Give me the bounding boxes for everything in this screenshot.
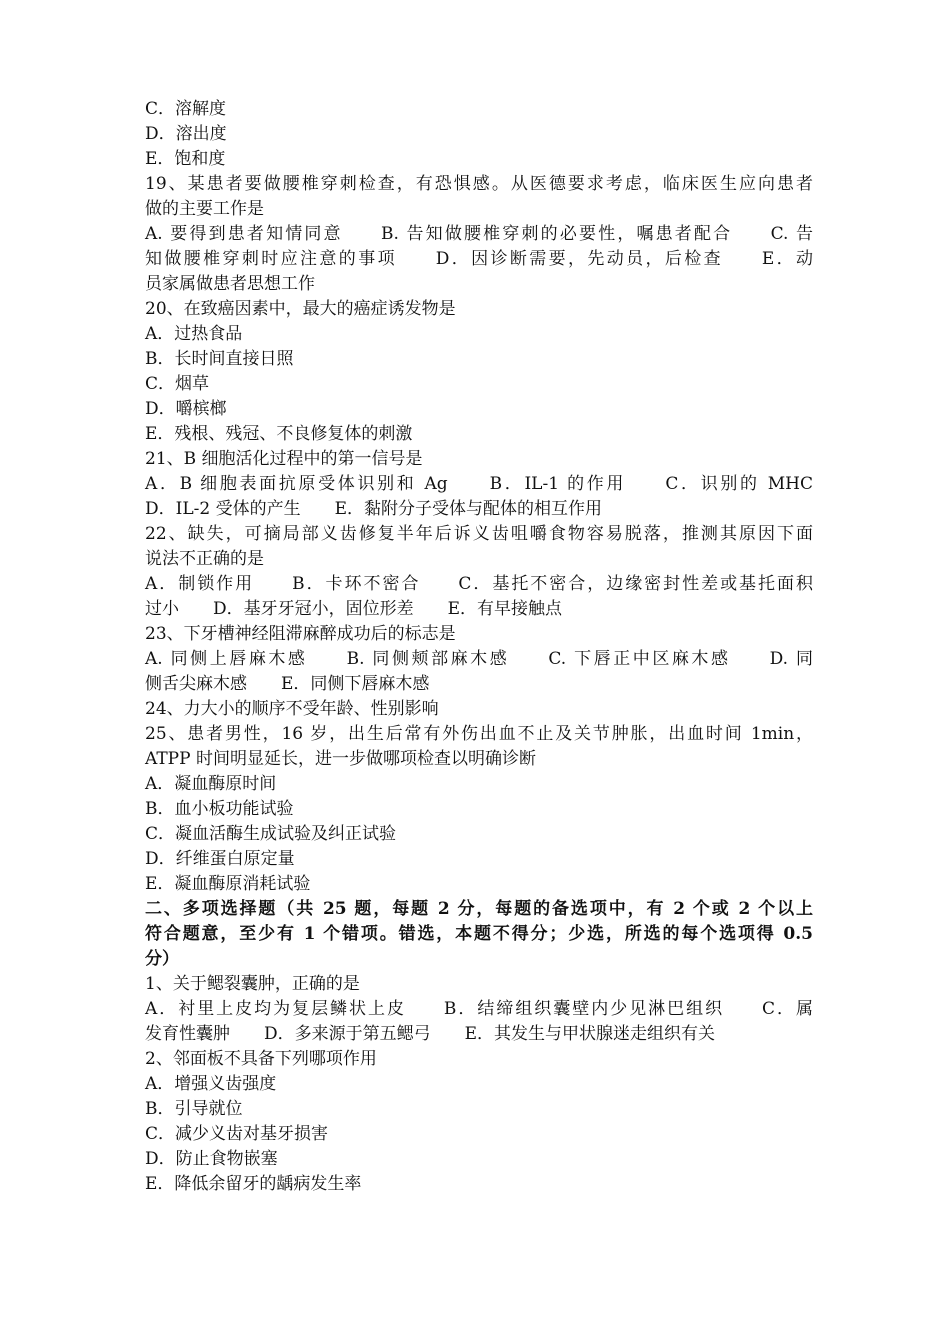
text-line: 19、某患者要做腰椎穿刺检查，有恐惧感。从医德要求考虑，临床医生应向患者 bbox=[145, 174, 813, 194]
text-line: 做的主要工作是 bbox=[145, 199, 264, 219]
text-line: 21、B 细胞活化过程中的第一信号是 bbox=[145, 449, 423, 469]
section-heading-line: 符合题意，至少有 1 个错项。错选，本题不得分；少选，所选的每个选项得 0.5 bbox=[145, 924, 813, 944]
text-line: D．纤维蛋白原定量 bbox=[145, 849, 295, 869]
text-line: 22、缺失，可摘局部义齿修复半年后诉义齿咀嚼食物容易脱落，推测其原因下面 bbox=[145, 524, 813, 544]
text-line: A. 同侧上唇麻木感 B. 同侧颊部麻木感 C. 下唇正中区麻木感 D. 同 bbox=[145, 649, 813, 669]
text-line: E．饱和度 bbox=[145, 149, 226, 169]
text-line: 1、关于鳃裂囊肿，正确的是 bbox=[145, 974, 360, 994]
text-line: 员家属做患者思想工作 bbox=[145, 274, 315, 294]
text-line: 23、下牙槽神经阻滞麻醉成功后的标志是 bbox=[145, 624, 456, 644]
text-line: A. 要得到患者知情同意 B. 告知做腰椎穿刺的必要性，嘱患者配合 C. 告 bbox=[145, 224, 813, 244]
text-line: 25、患者男性，16 岁，出生后常有外伤出血不止及关节肿胀，出血时间 1min， bbox=[145, 724, 813, 744]
text-line: A．制锁作用 B．卡环不密合 C．基托不密合，边缘密封性差或基托面积 bbox=[145, 574, 813, 594]
text-line: C．凝血活酶生成试验及纠正试验 bbox=[145, 824, 397, 844]
text-line: A．B 细胞表面抗原受体识别和 Ag B．IL-1 的作用 C．识别的 MHC bbox=[145, 474, 813, 494]
text-line: A．增强义齿强度 bbox=[145, 1074, 277, 1094]
text-line: 2、邻面板不具备下列哪项作用 bbox=[145, 1049, 377, 1069]
text-line: A．过热食品 bbox=[145, 324, 243, 344]
text-line: D．溶出度 bbox=[145, 124, 227, 144]
text-line: A．凝血酶原时间 bbox=[145, 774, 277, 794]
section-heading-line: 分） bbox=[145, 949, 179, 969]
text-line: ATPP 时间明显延长，进一步做哪项检查以明确诊断 bbox=[145, 749, 536, 769]
section-heading-line: 二、多项选择题（共 25 题，每题 2 分，每题的备选项中，有 2 个或 2 个以上 bbox=[145, 899, 813, 919]
text-line: C．减少义齿对基牙损害 bbox=[145, 1124, 329, 1144]
text-line: 过小 D．基牙牙冠小，固位形差 E．有早接触点 bbox=[145, 599, 563, 619]
document-page bbox=[145, 97, 813, 1197]
text-line: 20、在致癌因素中，最大的癌症诱发物是 bbox=[145, 299, 456, 319]
text-line: 24、力大小的顺序不受年龄、性别影响 bbox=[145, 699, 439, 719]
text-line: D．防止食物嵌塞 bbox=[145, 1149, 278, 1169]
text-line: C．溶解度 bbox=[145, 99, 227, 119]
text-line: 侧舌尖麻木感 E．同侧下唇麻木感 bbox=[145, 674, 430, 694]
text-line: D．嚼槟榔 bbox=[145, 399, 227, 419]
text-line: D．IL-2 受体的产生 E．黏附分子受体与配体的相互作用 bbox=[145, 499, 603, 519]
text-line: 发育性囊肿 D．多来源于第五鳃弓 E．其发生与甲状腺迷走组织有关 bbox=[145, 1024, 716, 1044]
text-line: C．烟草 bbox=[145, 374, 210, 394]
text-line: E．残根、残冠、不良修复体的刺激 bbox=[145, 424, 413, 444]
text-line: E．凝血酶原消耗试验 bbox=[145, 874, 311, 894]
text-line: B．引导就位 bbox=[145, 1099, 243, 1119]
text-line: 知做腰椎穿刺时应注意的事项 D．因诊断需要，先动员，后检查 E．动 bbox=[145, 249, 813, 269]
text-line: B．血小板功能试验 bbox=[145, 799, 294, 819]
text-line: 说法不正确的是 bbox=[145, 549, 264, 569]
text-line: B．长时间直接日照 bbox=[145, 349, 294, 369]
text-line: E．降低余留牙的龋病发生率 bbox=[145, 1174, 362, 1194]
text-line: A．衬里上皮均为复层鳞状上皮 B．结缔组织囊壁内少见淋巴组织 C．属 bbox=[145, 999, 813, 1019]
